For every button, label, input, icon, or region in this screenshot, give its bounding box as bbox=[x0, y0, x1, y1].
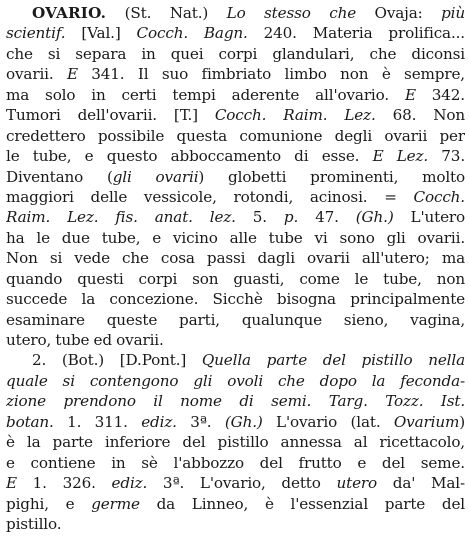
text-line bbox=[6, 146, 465, 166]
italic-text: Cocch. Bagn. bbox=[136, 24, 248, 43]
text-run: 47. bbox=[298, 208, 356, 227]
text-run: da Linneo, è l'essenzial parte del bbox=[139, 494, 465, 513]
text-run: utero, tube ed ovarii. bbox=[6, 331, 164, 349]
italic-text: (Gh.) bbox=[224, 412, 263, 431]
text-run: credettero possibile questa comunione degli ovarii per bbox=[6, 126, 465, 145]
text-line bbox=[6, 105, 465, 125]
text-run: pighi, e bbox=[6, 494, 92, 513]
italic-text: Cocch. Raim. Lez. bbox=[214, 106, 376, 125]
text-run: ) bbox=[459, 412, 465, 431]
text-run: ) globetti prominenti, molto bbox=[198, 167, 465, 186]
text-run: 1. 311. bbox=[53, 412, 142, 431]
text-run: 342. bbox=[415, 85, 465, 104]
text-run: maggiori delle vessicole, rotondi, acinosi. = bbox=[6, 187, 414, 206]
italic-text: Targ. Tozz. Ist. bbox=[328, 392, 465, 411]
italic-text: più bbox=[441, 4, 465, 22]
italic-text: germe bbox=[91, 494, 140, 513]
text-run: Ovaja: bbox=[356, 4, 442, 22]
italic-text: gli ovarii bbox=[112, 167, 199, 186]
text-run: le tube, e questo abboccamento di esse. bbox=[6, 147, 373, 166]
italic-text: ediz. bbox=[111, 474, 148, 493]
text-run: (St. Nat.) bbox=[106, 4, 227, 22]
text-run: 3ª. bbox=[176, 412, 225, 431]
italic-text: (Gh.) bbox=[355, 208, 394, 227]
italic-text: Raim. Lez. fis. anat. lez. bbox=[6, 208, 236, 227]
italic-text: E bbox=[66, 65, 78, 84]
text-line bbox=[6, 391, 465, 411]
text-run: da' Mal- bbox=[377, 474, 465, 493]
text-line bbox=[6, 371, 465, 391]
text-run: 68. Non bbox=[375, 106, 465, 125]
text-run: è la parte inferiore del pistillo annessa al ricettacolo, bbox=[6, 433, 465, 452]
italic-text: botan. bbox=[6, 412, 54, 431]
italic-text: Lo stesso che bbox=[226, 4, 357, 22]
text-run: L'utero bbox=[393, 208, 465, 227]
italic-text: E bbox=[6, 474, 17, 493]
text-run: 2. (Bot.) [D.Pont.] bbox=[32, 351, 202, 370]
headword: OVARIO. bbox=[32, 4, 107, 22]
italic-text: E Lez. bbox=[372, 147, 429, 166]
italic-text: utero bbox=[336, 474, 378, 493]
italic-text: scientif. bbox=[6, 24, 66, 43]
text-line bbox=[6, 473, 465, 493]
text-line bbox=[6, 269, 465, 289]
text-run: esaminare queste parti, qualunque sieno, vagina, bbox=[6, 310, 465, 329]
text-run: ma solo in certi tempi aderente all'ovario. bbox=[6, 85, 405, 104]
text-line bbox=[6, 248, 465, 268]
text-run: che si separa in quei corpi glandulari, che diconsi bbox=[6, 44, 465, 63]
text-line bbox=[6, 85, 465, 105]
text-run bbox=[311, 392, 328, 410]
text-line bbox=[6, 453, 465, 473]
text-line bbox=[6, 207, 465, 227]
italic-text: Quella parte del pistillo nella bbox=[201, 351, 465, 370]
text-line bbox=[6, 330, 465, 350]
text-line bbox=[6, 44, 465, 64]
text-run: Diventano ( bbox=[6, 167, 113, 186]
italic-text: E bbox=[404, 85, 416, 104]
text-line bbox=[6, 3, 465, 23]
text-line bbox=[6, 64, 465, 84]
italic-text: p. bbox=[283, 208, 299, 227]
text-run: ovarii. bbox=[6, 65, 67, 84]
text-run: 1. 326. bbox=[16, 474, 112, 493]
text-run: succede la concezione. Sicchè bisogna principalmente bbox=[6, 290, 465, 309]
text-run: Non si vede che cosa passi dagli ovarii all'utero; ma bbox=[6, 249, 465, 268]
italic-text: ediz. bbox=[141, 412, 177, 431]
text-run: pistillo. bbox=[6, 514, 62, 533]
text-run: Tumori dell'ovarii. [T.] bbox=[6, 106, 215, 125]
text-line bbox=[6, 514, 465, 534]
text-line bbox=[6, 23, 465, 43]
text-run: e contiene in sè l'abbozzo del frutto e del seme. bbox=[6, 453, 465, 472]
text-line bbox=[6, 187, 465, 207]
text-line bbox=[6, 494, 465, 514]
text-line bbox=[6, 228, 465, 248]
text-run: 341. Il suo fimbriato limbo non è sempre, bbox=[77, 65, 465, 84]
text-line bbox=[6, 412, 465, 432]
text-run: [Val.] bbox=[65, 24, 137, 43]
text-run: 73. bbox=[428, 147, 465, 166]
text-line bbox=[6, 432, 465, 452]
italic-text: Cocch. bbox=[413, 187, 465, 206]
text-line bbox=[6, 310, 465, 330]
text-run: 3ª. L'ovario, detto bbox=[147, 474, 337, 493]
italic-text: quale si contengono gli ovoli che dopo la feconda- bbox=[6, 371, 465, 390]
italic-text: zione prendono il nome di semi. bbox=[6, 392, 312, 411]
dictionary-entry bbox=[6, 3, 465, 534]
text-line bbox=[6, 167, 465, 187]
text-line bbox=[6, 350, 465, 370]
text-run: 5. bbox=[235, 208, 284, 227]
italic-text: Ovarium bbox=[393, 412, 460, 431]
text-run: quando questi corpi son guasti, come le tube, non bbox=[6, 269, 465, 288]
text-line bbox=[6, 126, 465, 146]
text-run: 240. Materia prolifica... bbox=[247, 24, 465, 43]
text-run: ha le due tube, e vicino alle tube vi sono gli ovarii. bbox=[6, 228, 465, 247]
text-run: L'ovario (lat. bbox=[262, 412, 394, 431]
text-line bbox=[6, 289, 465, 309]
